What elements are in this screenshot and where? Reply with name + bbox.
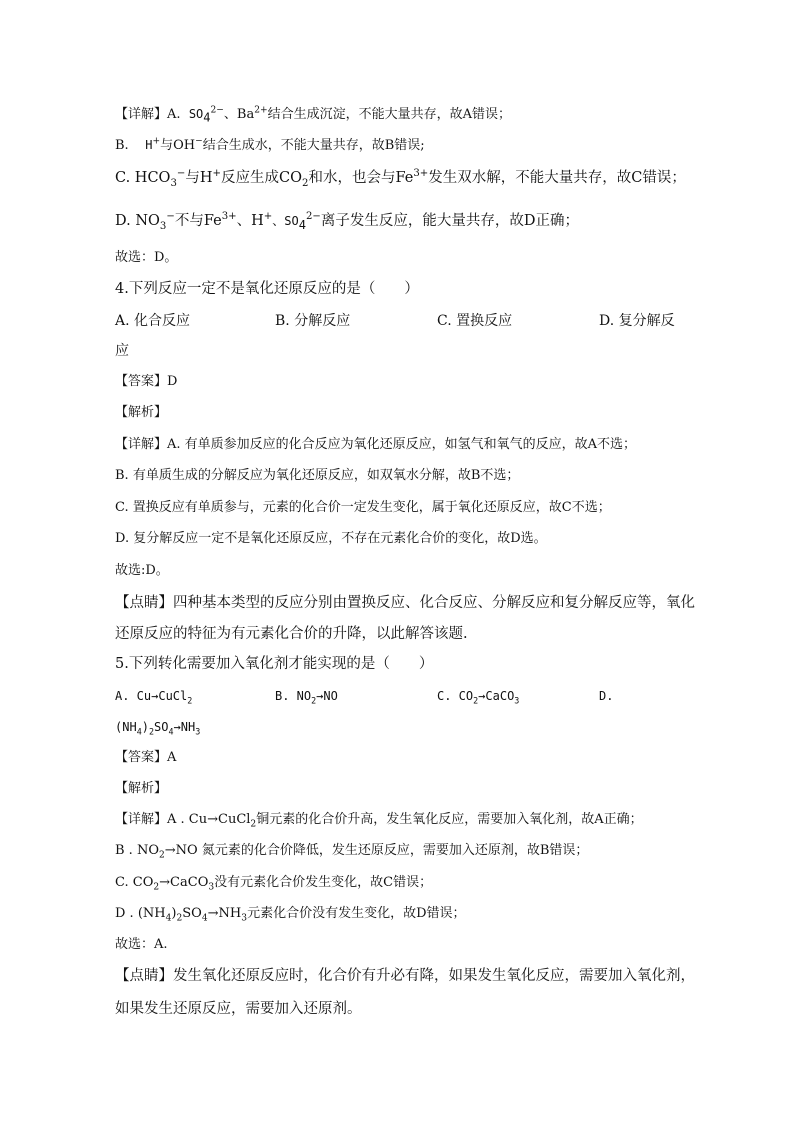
q5-stem: 5.下列转化需要加入氧化剂才能实现的是（ ） [115, 656, 434, 672]
q5-answer: 【答案】A [115, 750, 177, 765]
q5-detail-a: 【详解】A . Cu→CuCl$_2$铜元素的化合价升高，发生氧化反应，需要加入氧化剂，故A正确； [115, 812, 643, 830]
q5-option-b: B. $NO_2\to NO$ [275, 689, 338, 706]
q3-detail-b: B. H+与OH−结合生成水，不能大量共存，故B错误; [115, 136, 425, 153]
q4-answer: 【答案】D [115, 374, 178, 389]
q4-option-d: D. 复分解反 [599, 313, 675, 329]
q5-detail-d: D . $(NH_4)_2SO_4\to NH_3$元素化合价没有发生变化，故D错误； [115, 906, 466, 924]
q5-option-c: C. $CO_2\to CaCO_3$ [437, 689, 520, 706]
q5-option-d-formula: $(NH_4)_2SO_4\to NH_3$ [115, 720, 201, 737]
q4-analysis: 【解析】 [115, 405, 168, 420]
q4-option-a: A. 化合反应 [115, 313, 191, 329]
q4-option-c: C. 置换反应 [437, 313, 513, 329]
q3-detail-d: D. $NO_3^-$不与$Fe^{3+}$、H+、$SO_4^{2-}$离子发生反应，能大量共存，故D正确； [115, 211, 580, 232]
q4-detail-d: D. 复分解反应一定不是氧化还原反应，不存在元素化合价的变化，故D选。 [115, 531, 547, 546]
q4-point-2: 还原反应的特征为有元素化合价的升降，以此解答该题. [115, 626, 468, 642]
q5-analysis: 【解析】 [115, 781, 168, 796]
q5-point-1: 【点睛】发生氧化还原反应时，化合价有升必有降，如果发生氧化反应，需要加入氧化剂， [115, 968, 695, 984]
q5-detail-c: C. $CO_2\to CaCO_3$没有元素化合价发生变化，故C错误； [115, 875, 433, 893]
q4-stem: 4.下列反应一定不是氧化还原反应的是（ ） [115, 281, 419, 297]
q5-point-2: 如果发生还原反应，需要加入还原剂。 [115, 1001, 362, 1017]
q5-option-d: D. [599, 689, 614, 703]
q4-option-b: B. 分解反应 [275, 313, 351, 329]
q5-detail-b: B . $NO_2\to NO$ 氮元素的化合价降低，发生还原反应，需要加入还原剂，故B错误； [115, 843, 589, 861]
q5-option-a: A. Cu→CuCl$_2$ [115, 689, 193, 706]
q4-detail-c: C. 置换反应有单质参与，元素的化合价一定发生变化，属于氧化还原反应，故C不选； [115, 500, 611, 515]
q4-detail-a: 【详解】A. 有单质参加反应的化合反应为氧化还原反应，如氢气和氧气的反应，故A不选； [115, 437, 637, 452]
q3-detail-c: C. $HCO_3^-$与H+反应生成$CO_2$和水，也会与$Fe^{3+}$发生双水解，不能大量共存，故C错误； [115, 168, 686, 189]
q4-point-1: 【点睛】四种基本类型的反应分别由置换反应、化合反应、分解反应和复分解反应等，氧化 [115, 595, 695, 611]
q3-detail-a: 【详解】A. $SO_4^{2-}$、$Ba^{2+}$结合生成沉淀，不能大量共存，故A错误； [115, 105, 512, 125]
q4-detail-b: B. 有单质生成的分解反应为氧化还原反应，如双氧水分解，故B不选； [115, 468, 520, 483]
q4-option-d-wrap: 应 [115, 343, 129, 359]
q3-choose: 故选：D。 [115, 250, 178, 265]
q4-choose: 故选:D。 [115, 563, 169, 578]
q5-choose: 故选：A. [115, 937, 168, 952]
